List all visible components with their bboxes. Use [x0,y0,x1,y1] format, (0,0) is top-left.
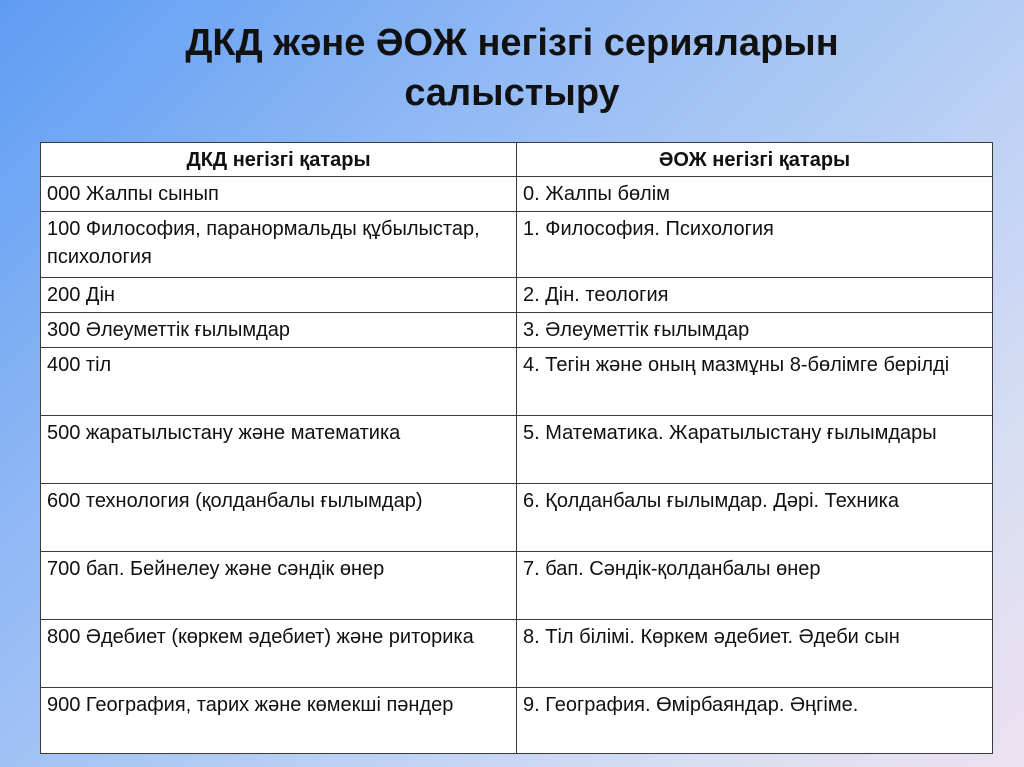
udc-cell: 8. Тіл білімі. Көркем әдебиет. Әдеби сын [517,620,993,688]
udc-cell: 9. География. Өмірбаяндар. Әңгіме. [517,688,993,754]
table-row [41,177,993,212]
column-header-udc: ӘОЖ негізгі қатары [517,143,993,177]
udc-cell: 7. бап. Сәндік-қолданбалы өнер [517,552,993,620]
udc-cell: 2. Дін. теология [517,278,993,313]
udc-cell: 5. Математика. Жаратылыстану ғылымдары [517,416,993,484]
ddc-cell: 800 Әдебиет (көркем әдебиет) және риторика [41,620,517,688]
table-row [41,348,993,416]
column-header-ddc: ДКД негізгі қатары [41,143,517,177]
table-row [41,278,993,313]
table-row [41,313,993,348]
slide-title [0,18,1024,118]
table-row [41,484,993,552]
ddc-cell: 400 тіл [41,348,517,416]
ddc-cell: 700 бап. Бейнелеу және сәндік өнер [41,552,517,620]
udc-cell: 3. Әлеуметтік ғылымдар [517,313,993,348]
table-row [41,552,993,620]
table-header-row [41,143,993,177]
ddc-cell: 000 Жалпы сынып [41,177,517,212]
ddc-cell: 200 Дін [41,278,517,313]
udc-cell: 0. Жалпы бөлім [517,177,993,212]
ddc-cell: 300 Әлеуметтік ғылымдар [41,313,517,348]
ddc-cell: 100 Философия, паранормальды құбылыстар, психология [41,212,517,278]
udc-cell: 4. Тегін және оның мазмұны 8-бөлімге берілді [517,348,993,416]
comparison-table [40,142,993,754]
ddc-cell: 600 технология (қолданбалы ғылымдар) [41,484,517,552]
slide-title-line1: ДКД және ӘОЖ негізгі серияларын [185,22,839,64]
slide-title-line2: салыстыру [404,72,620,114]
comparison-table-container [40,142,992,754]
ddc-cell: 500 жаратылыстану және математика [41,416,517,484]
udc-cell: 1. Философия. Психология [517,212,993,278]
table-row [41,620,993,688]
table-row [41,212,993,278]
table-row [41,416,993,484]
ddc-cell: 900 География, тарих және көмекші пәндер [41,688,517,754]
table-row [41,688,993,754]
udc-cell: 6. Қолданбалы ғылымдар. Дәрі. Техника [517,484,993,552]
